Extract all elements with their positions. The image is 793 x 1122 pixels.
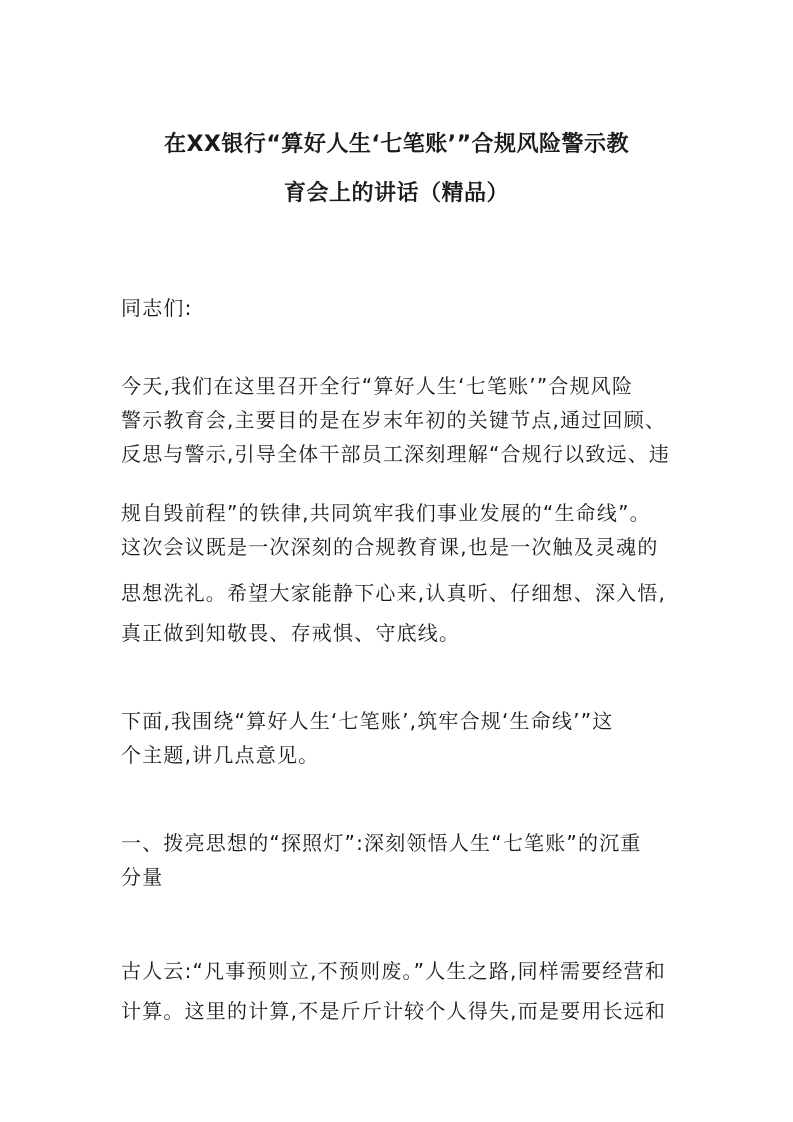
- section-heading-line: 分量: [121, 865, 164, 889]
- paragraph-1-line: 真正做到知敬畏、存戒惧、守底线。: [121, 621, 461, 645]
- paragraph-3-line: 古人云:“凡事预则立,不预则废。”人生之路,同样需要经营和: [121, 959, 666, 983]
- paragraph-1-line: 思想洗礼。希望大家能静下心来,认真听、仔细想、深入悟,: [121, 581, 667, 605]
- document-title-line-1: 在XX银行“算好人生‘七笔账’”合规风险警示教: [163, 132, 630, 157]
- paragraph-1-line: 规自毁前程”的铁律,共同筑牢我们事业发展的“生命线”。: [121, 501, 651, 525]
- paragraph-2-line: 下面,我围绕“算好人生‘七笔账’,筑牢合规‘生命线’”这: [121, 709, 614, 733]
- paragraph-3-line: 计算。这里的计算,不是斤斤计较个人得失,而是要用长远和: [121, 999, 667, 1023]
- salutation: 同志们:: [121, 296, 193, 320]
- paragraph-1-line: 反思与警示,引导全体干部员工深刻理解“合规行以致远、违: [121, 442, 671, 466]
- paragraph-1-line: 今天,我们在这里召开全行“算好人生‘七笔账’”合规风险: [121, 374, 634, 398]
- paragraph-1-line: 这次会议既是一次深刻的合规教育课,也是一次触及灵魂的: [121, 535, 659, 559]
- document-title-line-2: 育会上的讲话（精品）: [283, 181, 509, 206]
- section-heading-line: 一、拨亮思想的“探照灯”:深刻领悟人生“七笔账”的沉重: [121, 831, 642, 855]
- paragraph-1-line: 警示教育会,主要目的是在岁末年初的关键节点,通过回顾、: [121, 408, 667, 432]
- paragraph-2-line: 个主题,讲几点意见。: [121, 743, 320, 767]
